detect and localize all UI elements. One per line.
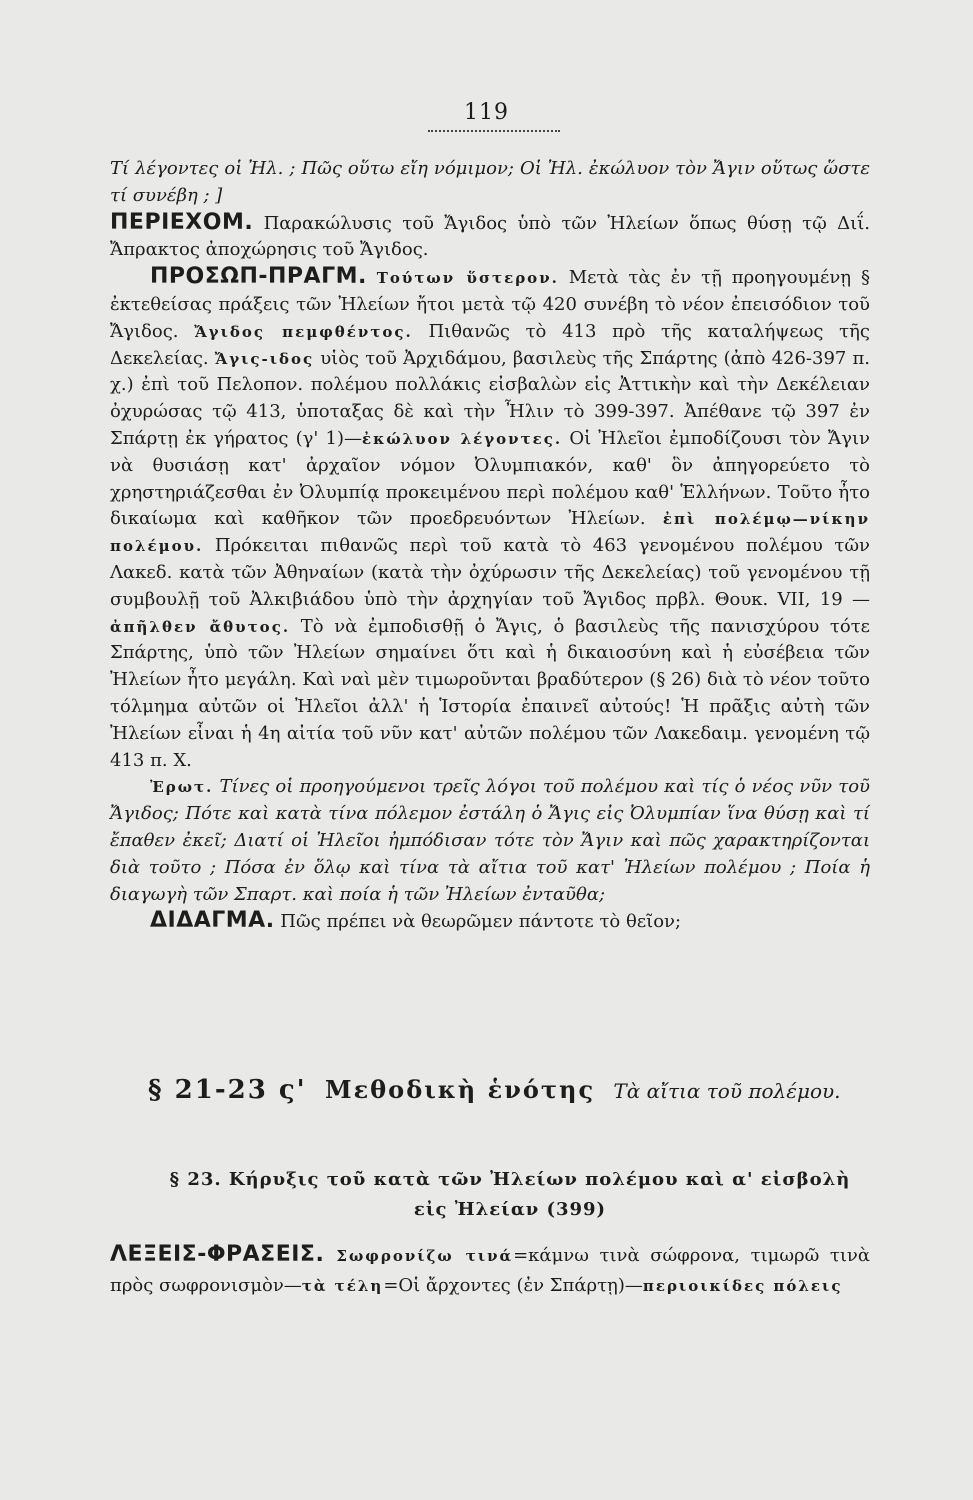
prosop-text-1: Μετὰ τὰς ἐν τῇ προηγουμένῃ § ἐκτεθείσας πράξεις τῶν Ἠλείων ἤτοι μετὰ τῷ 420 συνέβη τὸ νέον ἐπεισόδιον τοῦ Ἄγιδος. <box>110 267 870 342</box>
prosop-term-5: ἐπὶ πολέμῳ—νίκην πολέμου. <box>110 510 870 556</box>
prosop-text-5: Πρόκειται πιθανῶς περὶ τοῦ κατὰ τὸ 463 γενομένου πολέμου τῶν Λακεδ. κατὰ τῶν Ἀθηναίων (κατὰ τὴν ὀχύρωσιν τῆς Δεκελείας) τοῦ γενομένου τῇ συμβουλῇ τοῦ Ἀλκιβιάδου ὑπὸ τὴν ἀρχηγίαν τοῦ Ἄγιδος πρβλ. Θουκ. VII, 19 — <box>110 535 870 610</box>
didagma-label: ΔΙΔΑΓΜΑ. <box>150 908 275 934</box>
main-text <box>110 156 870 936</box>
periexom-label: ΠΕΡΙΕΧΟΜ. <box>110 209 254 235</box>
erot-text: Τίνες οἱ προηγούμενοι τρεῖς λόγοι τοῦ πολέμου καὶ τίς ὁ νέος νῦν τοῦ Ἄγιδος; Πότε καὶ κατὰ τίνα πόλεμον ἐστάλη ὁ Ἄγις εἰς Ὀλυμπίαν ἵνα θύσῃ καὶ τί ἔπαθεν ἐκεῖ; Διατί οἱ Ἠλεῖοι ἠμπόδισαν τότε τὸν Ἄγιν καὶ πῶς χαρακτηρίζονται διὰ τοῦτο ; Πόσα ἐν ὅλῳ καὶ τίνα τὰ αἴτια τοῦ κατ' Ἠλείων πολέμου ; Ποία ἡ διαγωγὴ τῶν Σπαρτ. καὶ ποία ἡ τῶν Ἠλείων ἐνταῦθα; <box>110 776 870 905</box>
method-unit-title: Μεθοδικὴ ἑνότης <box>325 1075 596 1104</box>
prosop-term-3: Ἄγις-ιδος <box>214 349 315 368</box>
periexom-paragraph <box>110 210 870 265</box>
lex-label: ΛΕΞΕΙΣ-ΦΡΑΣΕΙΣ. <box>110 1242 325 1267</box>
prosop-text-3: υἱὸς τοῦ Ἀρχιδάμου, βασιλεὺς τῆς Σπάρτης (ἀπὸ 426-397 π. χ.) ἐπὶ τοῦ Πελοπον. πολέμου πολλάκις εἰσβαλὼν εἰς Ἀττικὴν καὶ τὴν Δεκέλειαν ὀχυρώσας τῷ 413, ὑποταξας δὲ καὶ τὴν Ἦλιν τὸ 399-397. Ἀπέθανε τῷ 397 ἐν Σπάρτῃ ἐκ γήρατος (γ' 1)— <box>110 347 871 449</box>
method-unit-heading <box>148 1075 868 1105</box>
section-23-line-2: εἰς Ἠλείαν (399) <box>413 1199 607 1220</box>
prosop-term-1: Τούτων ὕστερον. <box>376 269 559 288</box>
page-number: 119 <box>464 100 509 125</box>
question-intro: Τί λέγοντες οἱ Ἠλ. ; Πῶς οὕτω εἴη νόμιμον; Οἱ Ἠλ. ἐκώλυον τὸν Ἄγιν οὕτως ὥστε τί συνέβη ; ] <box>110 158 870 206</box>
prosop-paragraph <box>110 264 870 774</box>
lex-term-3: περιοικίδες πόλεις <box>642 1277 843 1295</box>
erot-paragraph <box>110 774 870 908</box>
periexom-text: Παρακώλυσις τοῦ Ἄγιδος ὑπὸ τῶν Ἠλείων ὅπως θύσῃ τῷ Διΐ. Ἄπρακτος ἀποχώρησις τοῦ Ἄγιδος. <box>110 212 870 261</box>
prosop-text-4: Οἱ Ἠλεῖοι ἐμποδίζουσι τὸν Ἄγιν νὰ θυσιάσῃ κατ' ἀρχαῖον νόμον Ὀλυμπιακόν, καθ' ὃν ἀπηγορεύετο τὸ χρηστηριάζεσθαι ἐν Ὀλυμπίᾳ προκειμένου περὶ πολέμου καθ' Ἑλλήνων. Τοῦτο ἦτο δικαίωμα καὶ καθῆκον τῶν προεδρευόντων Ἠλείων. <box>110 427 870 530</box>
page-number-divider <box>428 130 560 132</box>
prosop-term-6: ἀπῆλθεν ἄθυτος. <box>110 617 291 636</box>
method-unit-number: § 21-23 ς' <box>148 1075 307 1105</box>
section-23-line-1: § 23. Κήρυξις τοῦ κατὰ τῶν Ἠλείων πολέμου καὶ α' εἰσβολὴ <box>169 1169 851 1190</box>
didagma-text: Πῶς πρέπει νὰ θεωρῶμεν πάντοτε τὸ θεῖον; <box>274 911 682 933</box>
prosop-text-2: Πιθανῶς τὸ 413 πρὸ τῆς καταλήψεως τῆς Δεκελείας. <box>110 320 870 369</box>
prosop-term-2: Ἄγιδος πεμφθέντος. <box>194 322 413 341</box>
erot-label: Ἐρωτ. <box>150 778 214 797</box>
prosop-label: ΠΡΟΣΩΠ-ΠΡΑΓΜ. <box>150 264 367 290</box>
lexeis-paragraph <box>110 1240 870 1301</box>
section-23-heading <box>150 1165 870 1225</box>
lex-term-1: Σωφρονίζω τινά <box>324 1247 514 1265</box>
prosop-text-6: Τὸ νὰ ἐμποδισθῇ ὁ Ἄγις, ὁ βασιλεὺς τῆς πανισχύρου τότε Σπάρτης, ὑπὸ τῶν Ἠλείων σημαίνει ὅτι καὶ ἡ δικαιοσύνη καὶ ἡ εὐσέβεια τῶν Ἠλείων ἦτο μεγάλη. Καὶ ναὶ μὲν τιμωροῦνται βραδύτερον (§ 26) διὰ τὸ νέον τοῦτο τόλμημα αὐτῶν οἱ Ἠλεῖοι ἀλλ' ἡ Ἱστορία ἐπαινεῖ αὐτούς! Ἡ πρᾶξις αὐτὴ τῶν Ἠλείων εἶναι ἡ 4η αἰτία τοῦ νῦν κατ' αὐτῶν πολέμου τῶν Λακεδαιμ. γενομένη τῷ 413 π. Χ. <box>110 615 871 771</box>
lex-term-2: τὰ τέλη <box>301 1277 384 1295</box>
method-unit-subtitle: Τὰ αἴτια τοῦ πολέμου. <box>613 1079 841 1103</box>
lex-text-1: =κάμνω τινὰ σώφρονα, τιμωρῶ τινὰ πρὸς σωφρονισμὸν— <box>110 1245 870 1296</box>
lex-text-2: =Οἱ ἄρχοντες (ἐν Σπάρτῃ)— <box>383 1275 643 1296</box>
didagma-paragraph <box>110 908 870 936</box>
prosop-term-4: ἐκώλυον λέγοντες. <box>361 429 563 448</box>
